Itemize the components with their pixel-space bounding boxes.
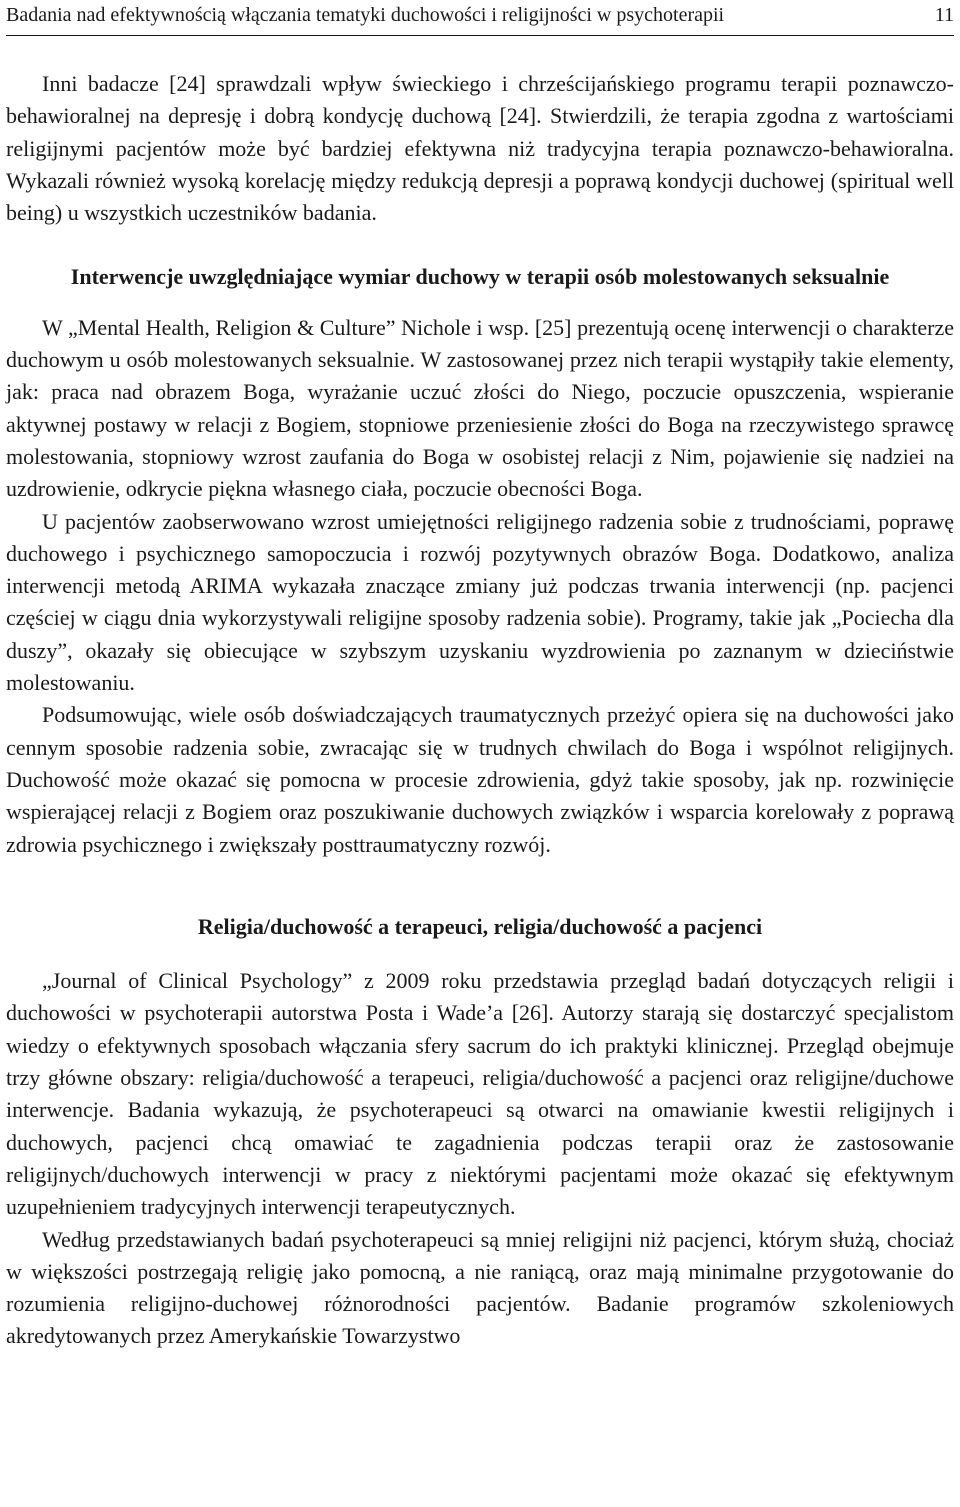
- paragraph-1: Inni badacze [24] sprawdzali wpływ świeckiego i chrześcijańskiego programu terapii poznawczo-behawioralnej na depresję i dobrą kondycję duchową [24]. Stwierdzili, że terapia zgodna z wartościami religijnymi pacjentów może być bardziej efektywna niż tradycyjna terapia poznawczo-behawioralna. Wykazali również wysoką korelację między redukcją depresji a poprawą kondycji duchowej (spiritual well being) u wszystkich uczestników badania.: [6, 71, 954, 226]
- page-number: 11: [934, 4, 954, 26]
- document-body: [6, 68, 954, 1353]
- paragraph-5: „Journal of Clinical Psychology” z 2009 roku przedstawia przegląd badań dotyczących religii i duchowości w psychoterapii autorstwa Posta i Wade’a [26]. Autorzy starają się dostarczyć specjalistom wiedzy o efektywnych sposobach włączania sfery sacrum do ich praktyki klinicznej. Przegląd obejmuje trzy główne obszary: religia/duchowość a terapeuci, religia/duchowość a pacjenci oraz religijne/duchowe interwencje. Badania wykazują, że psychoterapeuci są otwarci na omawianie kwestii religijnych i duchowych, pacjenci chcą omawiać te zagadnienia podczas terapii oraz że zastosowanie religijnych/duchowych interwencji w pracy z niektórymi pacjentami może okazać się efektywnym uzupełnieniem tradycyjnych interwencji terapeutycznych.: [6, 968, 954, 1220]
- paragraph-4: Podsumowując, wiele osób doświadczających traumatycznych przeżyć opiera się na duchowości jako cennym sposobie radzenia sobie, zwracając się w trudnych chwilach do Boga i wspólnot religijnych. Duchowość może okazać się pomocna w procesie zdrowienia, gdyż takie sposoby, jak np. rozwinięcie wspierającej relacji z Bogiem oraz poszukiwanie duchowych związków i wsparcia korelowały z poprawą zdrowia psychicznego i zwiększały posttraumatyczny rozwój.: [6, 702, 954, 857]
- paragraph-6: Według przedstawianych badań psychoterapeuci są mniej religijni niż pacjenci, którym służą, chociaż w większości postrzegają religię jako pomocną, a nie raniącą, oraz mają minimalne przygotowanie do rozumienia religijno-duchowej różnorodności pacjentów. Badanie programów szkoleniowych akredytowanych przez Amerykańskie Towarzystwo: [6, 1226, 954, 1349]
- running-header: [6, 4, 954, 30]
- paragraph-2: W „Mental Health, Religion & Culture” Nichole i wsp. [25] prezentują ocenę interwencji o charakterze duchowym u osób molestowanych seksualnie. W zastosowanej przez nich terapii wystąpiły takie elementy, jak: praca nad obrazem Boga, wyrażanie uczuć złości do Niego, poczucie opuszczenia, wspieranie aktywnej postawy w relacji z Bogiem, stopniowe przeniesienie złości do Boga na rzeczywistego sprawcę molestowania, stopniowy wzrost zaufania do Boga w osobistej relacji z Nim, pojawienie się nadziei na uzdrowienie, odkrycie piękna własnego ciała, poczucie obecności Boga.: [6, 314, 954, 502]
- header-rule: [6, 35, 954, 36]
- section-heading-1: Interwencje uwzględniające wymiar duchowy w terapii osób molestowanych seksualnie: [70, 264, 890, 290]
- section-heading-2: Religia/duchowość a terapeuci, religia/duchowość a pacjenci: [197, 913, 763, 939]
- running-title: Badania nad efektywnością włączania tematyki duchowości i religijności w psychoterapii: [6, 4, 725, 26]
- paragraph-3: U pacjentów zaobserwowano wzrost umiejętności religijnego radzenia sobie z trudnościami, poprawę duchowego i psychicznego samopoczucia i rozwój pozytywnych obrazów Boga. Dodatkowo, analiza interwencji metodą ARIMA wykazała znaczące zmiany już podczas trwania interwencji (np. pacjenci częściej w ciągu dnia wykorzystywali religijne sposoby radzenia sobie). Programy, takie jak „Pociecha dla duszy”, okazały się obiecujące w szybszym uzyskaniu wyzdrowienia po zaznanym w dzieciństwie molestowaniu.: [6, 508, 954, 696]
